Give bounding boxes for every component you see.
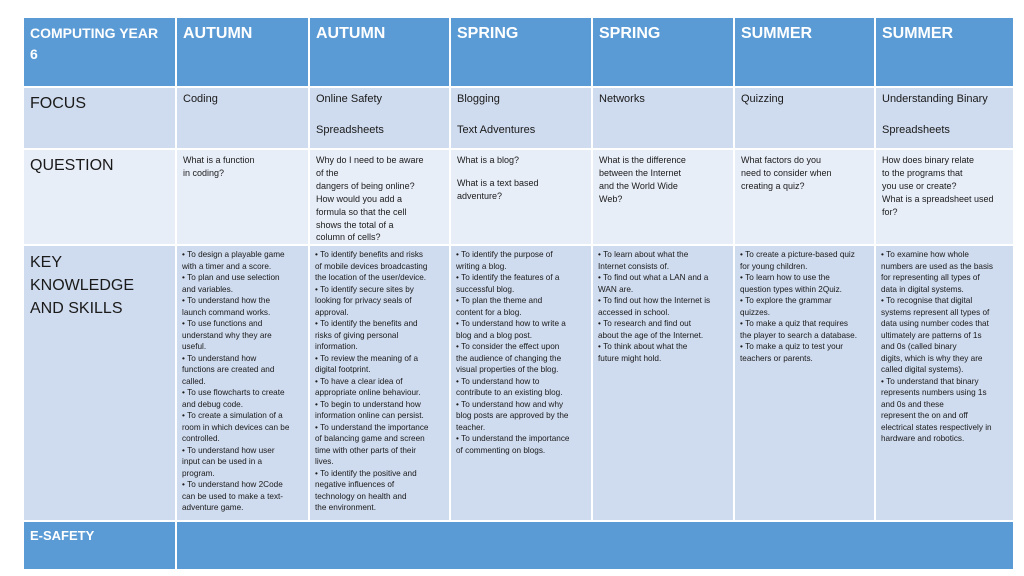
list-item: • To understand how the launch command works. [182,295,304,318]
list-item: • To have a clear idea of appropriate online behaviour. [315,376,445,399]
question-label: QUESTION [23,149,176,245]
list-item: • To make a quiz to test your teachers or parents. [740,341,870,364]
focus-main: Understanding Binary [882,93,988,105]
list-item: • To plan the theme and content for a blog. [456,295,587,318]
list-item: • To find out what a LAN and a WAN are. [598,272,729,295]
focus-cell [450,87,592,149]
focus-cell [592,87,734,149]
list-item: • To understand the importance of commenting on blogs. [456,433,587,456]
knowledge-row [23,245,1014,521]
list-item: • To identify the positive and negative influences of technology on health and the environment. [315,468,445,514]
esafety-label: E-SAFETY [23,521,176,570]
list-item: • To understand how 2Code can be used to make a text- adventure game. [182,479,304,514]
focus-sub: Text Adventures [457,124,536,136]
knowledge-cell [734,245,875,521]
question-row [23,149,1014,245]
list-item: • To plan and use selection and variables. [182,272,304,295]
list-item: • To learn about what the Internet consists of. [598,249,729,272]
list-item: • To understand how to contribute to an existing blog. [456,376,587,399]
list-item: • To understand that binary represents numbers using 1s and 0s and these represent the on and off electrical states respectively in hardware and robotics. [881,376,1009,445]
question-text: What factors do you need to consider when creating a quiz? [741,155,832,191]
skills-list [456,249,587,456]
knowledge-cell [176,245,309,521]
knowledge-cell [875,245,1014,521]
question-cell [734,149,875,245]
focus-cell [309,87,450,149]
list-item: • To design a playable game with a timer and a score. [182,249,304,272]
skills-list [598,249,729,364]
esafety-row [23,521,1014,570]
focus-main: Coding [183,93,218,105]
list-item: • To research and find out about the age of the Internet. [598,318,729,341]
focus-main: Quizzing [741,93,784,105]
question-text: What is a blog? [457,155,520,165]
focus-sub: Spreadsheets [882,124,950,136]
term-header: SUMMER [875,17,1014,87]
focus-cell [176,87,309,149]
knowledge-cell [309,245,450,521]
list-item: • To understand how to write a blog and a blog post. [456,318,587,341]
list-item: • To explore the grammar quizzes. [740,295,870,318]
skills-list [182,249,304,514]
list-item: • To identify the features of a successful blog. [456,272,587,295]
list-item: • To consider the effect upon the audience of changing the visual properties of the blog. [456,341,587,376]
focus-label: FOCUS [23,87,176,149]
list-item: • To understand how and why blog posts are approved by the teacher. [456,399,587,434]
list-item: • To identify benefits and risks of mobile devices broadcasting the location of the user/device. [315,249,445,284]
term-header: AUTUMN [309,17,450,87]
focus-main: Online Safety [316,93,383,105]
list-item: • To understand the importance of balancing game and screen time with other parts of their lives. [315,422,445,468]
term-header: SUMMER [734,17,875,87]
curriculum-table [22,16,1015,571]
focus-sub: Spreadsheets [316,124,384,136]
skills-list [881,249,1009,445]
question-text: What is the difference between the Internet and the World Wide Web? [599,155,686,204]
header-row [23,17,1014,87]
term-header: AUTUMN [176,17,309,87]
term-header: SPRING [592,17,734,87]
list-item: • To learn how to use the question types within 2Quiz. [740,272,870,295]
focus-row [23,87,1014,149]
question-cell [176,149,309,245]
question-cell [309,149,450,245]
knowledge-cell [450,245,592,521]
list-item: • To identify secure sites by looking for privacy seals of approval. [315,284,445,319]
question-cell [875,149,1014,245]
list-item: • To use flowcharts to create and debug code. [182,387,304,410]
list-item: • To examine how whole numbers are used as the basis for representing all types of data in digital systems. [881,249,1009,295]
knowledge-label: KEY KNOWLEDGE AND SKILLS [23,245,176,521]
question-text: How does binary relate to the programs that you use or create? What is a spreadsheet used for? [882,155,994,217]
focus-main: Networks [599,93,645,105]
list-item: • To think about what the future might hold. [598,341,729,364]
list-item: • To create a simulation of a room in which devices can be controlled. [182,410,304,445]
esafety-content [176,521,1014,570]
table-title: COMPUTING YEAR 6 [23,17,176,87]
question-cell [450,149,592,245]
question-text: Why do I need to be aware of the dangers of being online? How would you add a formula so that the cell shows the total of a column of cells? [316,155,424,243]
focus-cell [734,87,875,149]
question-text: What is a function in coding? [183,155,255,178]
focus-main: Blogging [457,93,500,105]
list-item: • To make a quiz that requires the player to search a database. [740,318,870,341]
knowledge-cell [592,245,734,521]
list-item: • To identify the purpose of writing a blog. [456,249,587,272]
skills-list [315,249,445,514]
skills-list [740,249,870,364]
list-item: • To identify the benefits and risks of giving personal information. [315,318,445,353]
list-item: • To understand how functions are created and called. [182,353,304,388]
question-text: What is a text based adventure? [457,177,539,201]
list-item: • To recognise that digital systems represent all types of data using number codes that ultimately are patterns of 1s and 0s (called binary digits, which is why they are called digital systems). [881,295,1009,376]
list-item: • To create a picture-based quiz for young children. [740,249,870,272]
term-header: SPRING [450,17,592,87]
focus-cell [875,87,1014,149]
list-item: • To find out how the Internet is accessed in school. [598,295,729,318]
list-item: • To review the meaning of a digital footprint. [315,353,445,376]
question-cell [592,149,734,245]
list-item: • To understand how user input can be used in a program. [182,445,304,480]
list-item: • To begin to understand how information online can persist. [315,399,445,422]
list-item: • To use functions and understand why they are useful. [182,318,304,353]
